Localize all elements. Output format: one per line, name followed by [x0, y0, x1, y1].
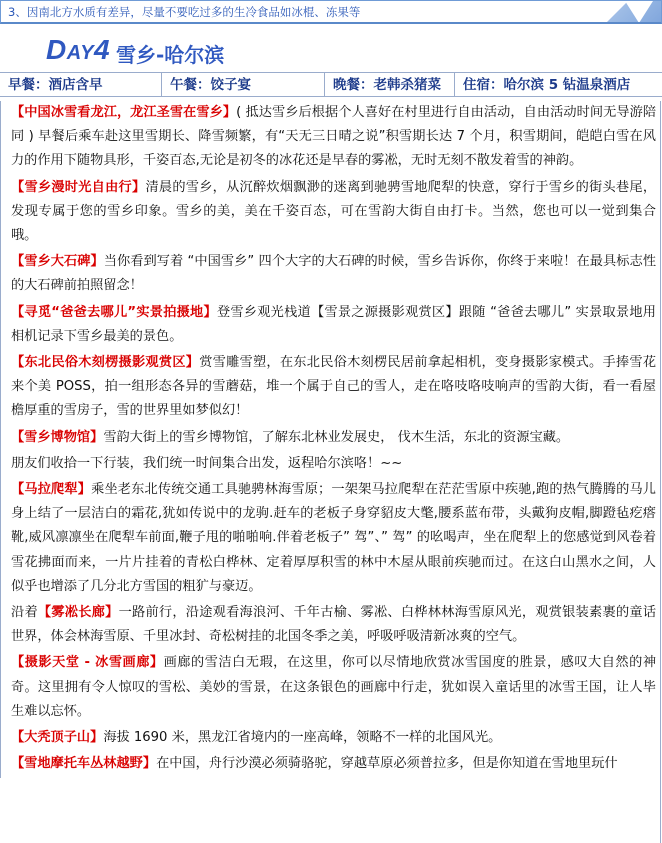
day-header	[0, 30, 662, 70]
section-11	[11, 726, 656, 750]
itinerary-content	[0, 101, 662, 778]
banner-corner-decoration	[603, 1, 661, 24]
section-5	[11, 351, 656, 424]
section-title: 【雪乡大石碑】	[11, 254, 104, 270]
breakfast-cell: 早餐：酒店含早	[0, 73, 162, 96]
section-text: 当你看到写着 “中国雪乡” 四个大字的大石碑的时候，雪乡告诉你，你终于来啦！在最具标志性的大石碑前拍照留念！	[11, 254, 657, 294]
section-prefix: 沿着	[11, 605, 38, 621]
section-text: 在中国，舟行沙漠必须骑骆驼，穿越草原必须普拉多，但是你知道在雪地里玩什	[156, 756, 618, 772]
section-9	[11, 601, 656, 649]
day-tag	[46, 34, 110, 66]
meals-bar	[0, 72, 662, 97]
section-4	[11, 301, 656, 349]
right-border	[660, 101, 661, 843]
section-3	[11, 250, 656, 298]
section-6	[11, 426, 656, 450]
section-1	[11, 101, 656, 174]
notice-text: 3、因南北方水质有差异，尽量不要吃过多的生冷食品如冰棍、冻果等	[8, 5, 361, 19]
section-text: 雪韵大街上的雪乡博物馆，了解东北林业发展史， 伐木生活，东北的资源宝藏。	[103, 429, 570, 445]
section-10	[11, 651, 656, 724]
section-text: 乘坐老东北传统交通工具驰骋林海雪原；一架架马拉爬犁在茫茫雪原中疾驰,跑的热气腾腾的马儿身上结了一层洁白的霜花,犹如传说中的龙驹.赶车的老板子身穿貂皮大氅,腰系蓝布带，头戴狗皮帽,脚蹬毡疙瘩靴,威风凛凛坐在爬犁车前面,鞭子甩的啪啪响.伴着老板子” 驾”、” 驾” 的吆喝声，坐在爬犁上的您感觉到风卷着雪花拂面而来，一片片挂着的青松白桦林、定着厚厚积雪的林中木屋从眼前疾驰而过。在这白山黑水之间，人似乎也增添了几分北方雪国的粗犷与豪迈。	[11, 482, 656, 594]
section-8	[11, 478, 656, 599]
day-tag-number: 4	[94, 34, 111, 65]
section-title: 【摄影天堂 - 冰雪画廊】	[11, 655, 164, 671]
section-text: 赏雪雕雪塑，在东北民俗木刻楞民居前拿起相机，变身摄影家模式。手捧雪花来个美 POSS，拍一组形态各异的雪蘑菇，堆一个属于自己的雪人，走在咯吱咯吱响声的雪韵大街，看一看屋檐厚重的雪房子，雪的世界里如梦似幻！	[11, 355, 657, 419]
dinner-cell: 晚餐：老韩杀猪菜	[325, 73, 455, 96]
section-title: 【东北民俗木刻楞摄影观赏区】	[11, 355, 200, 371]
section-2	[11, 176, 656, 249]
section-text: 海拔 1690 米，黑龙江省境内的一座高峰，领略不一样的北国风光。	[103, 730, 502, 746]
section-title: 【大秃顶子山】	[11, 730, 104, 746]
section-title: 【中国冰雪看龙江，龙江圣雪在雪乡】	[11, 105, 237, 120]
section-text: 清晨的雪乡，从沉醉炊烟飘渺的迷离到驰骋雪地爬犁的快意，穿行于雪乡的街头巷尾，发现专属于您的雪乡印象。雪乡的美，美在千姿百态，可在雪韵大街自由打卡。当然，您也可以一觉到集合哦。	[11, 179, 657, 244]
day-title: 雪乡-哈尔滨	[116, 43, 225, 67]
section-text: 一路前行，沿途观看海浪河、千年古榆、雾凇、白桦林林海雪原风光，观赏银装素裹的童话世界，体会林海雪原、千里冰封、奇松树挂的北国冬季之美，呼吸呼吸清新冰爽的空气。	[11, 605, 657, 645]
section-text: 朋友们收拾一下行装，我们统一时间集合出发，返程哈尔滨咯！~~	[11, 455, 403, 471]
section-title: 【雪乡漫时光自由行】	[11, 179, 146, 195]
section-12	[11, 752, 656, 776]
day-tag-initial: D	[46, 34, 67, 65]
section-text: 画廊的雪洁白无瑕，在这里，你可以尽情地欣赏冰雪国度的胜景，感叹大自然的神奇。这里拥有令人惊叹的雪松、美妙的雪景，在这条银色的画廊中行走，犹如误入童话里的冰雪王国，让人毕生难以忘怀。	[11, 655, 657, 719]
notice-banner	[0, 0, 662, 24]
section-title: 【雾凇长廊】	[37, 605, 119, 621]
hotel-cell: 住宿：哈尔滨 5 钻温泉酒店	[463, 77, 631, 93]
section-text: ( 抵达雪乡后根据个人喜好在村里进行自由活动，自由活动时间无导游陪同 ) 早餐后乘车赴这里雪期长、降雪频繁，有“天无三日晴之说”积雪期长达 7 个月，积雪期间，皑皑白雪在风力的作用下随物具形，千姿百态,无论是初冬的冰花还是早春的雾凇，无时无刻不散发着雪的神韵。	[11, 105, 657, 169]
section-title: 【寻觅“爸爸去哪儿”实景拍摄地】	[11, 304, 217, 320]
day-tag-rest: AY	[66, 42, 95, 64]
section-title: 【马拉爬犁】	[11, 482, 92, 498]
section-text: 登雪乡观光栈道【雪景之源摄影观赏区】跟随 “爸爸去哪儿” 实景取景地用相机记录下雪乡最美的景色。	[11, 304, 656, 344]
section-title: 【雪地摩托车丛林越野】	[11, 756, 157, 772]
section-title: 【雪乡博物馆】	[11, 429, 104, 445]
section-7	[11, 452, 656, 476]
lunch-cell: 午餐：饺子宴	[162, 73, 325, 96]
